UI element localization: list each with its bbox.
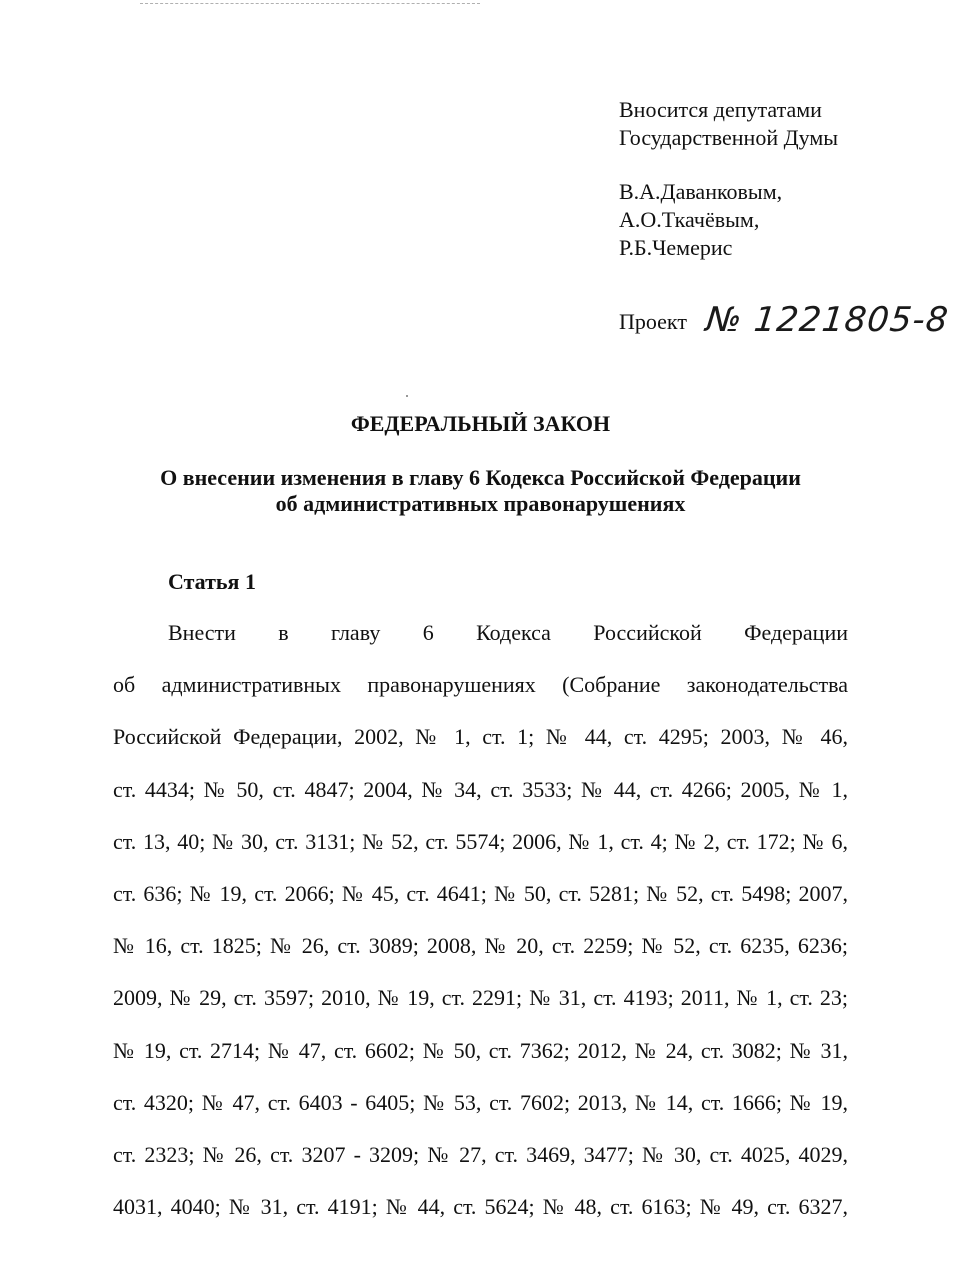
deputy-name: Р.Б.Чемерис — [619, 235, 733, 260]
law-subtitle-line-2: об административных правонарушениях — [275, 491, 686, 516]
stray-dot — [406, 395, 408, 397]
law-subtitle — [0, 465, 955, 517]
body-line: ст. 4320; № 47, ст. 6403 - 6405; № 53, ст. 7602; 2013, № 14, ст. 1666; № 19, — [113, 1089, 848, 1115]
deputy-name: В.А.Даванковым, — [619, 179, 783, 204]
body-line: № 16, ст. 1825; № 26, ст. 3089; 2008, № 20, ст. 2259; № 52, ст. 6235, 6236; — [113, 933, 848, 959]
top-edge-rule — [140, 3, 480, 4]
law-subtitle-line-1: О внесении изменения в главу 6 Кодекса Российской Федерации — [160, 465, 801, 490]
article-heading: Статья 1 — [168, 569, 256, 594]
article-body — [113, 617, 848, 1243]
body-line: ст. 13, 40; № 30, ст. 3131; № 52, ст. 5574; 2006, № 1, ст. 4; № 2, ст. 172; № 6, — [113, 828, 848, 854]
body-line: Российской Федерации, 2002, № 1, ст. 1; № 44, ст. 4295; 2003, № 46, — [113, 724, 848, 750]
body-line: об административных правонарушениях (Собрание законодательства — [113, 672, 848, 698]
body-line: ст. 636; № 19, ст. 2066; № 45, ст. 4641; № 50, ст. 5281; № 52, ст. 5498; 2007, — [113, 880, 848, 906]
law-title: ФЕДЕРАЛЬНЫЙ ЗАКОН — [350, 411, 611, 436]
spacer — [619, 152, 838, 178]
body-line: ст. 2323; № 26, ст. 3207 - 3209; № 27, ст. 3469, 3477; № 30, ст. 4025, 4029, — [113, 1141, 848, 1167]
body-line: Внести в главу 6 Кодекса Российской Федерации — [168, 620, 848, 645]
submitter-block — [619, 96, 838, 262]
submitter-line-2: Государственной Думы — [619, 125, 839, 150]
body-line: ст. 4434; № 50, ст. 4847; 2004, № 34, ст. 3533; № 44, ст. 4266; 2005, № 1, — [113, 776, 848, 802]
body-line: 2009, № 29, ст. 3597; 2010, № 19, ст. 2291; № 31, ст. 4193; 2011, № 1, ст. 23; — [113, 985, 848, 1011]
body-line: № 19, ст. 2714; № 47, ст. 6602; № 50, ст. 7362; 2012, № 24, ст. 3082; № 31, — [113, 1037, 848, 1063]
submitter-line-1: Вносится депутатами — [619, 97, 822, 122]
body-line: 4031, 4040; № 31, ст. 4191; № 44, ст. 5624; № 48, ст. 6163; № 49, ст. 6327, — [113, 1194, 848, 1220]
deputy-name: А.О.Ткачёвым, — [619, 207, 760, 232]
project-number-handwritten: № 1221805-8 — [703, 300, 951, 340]
project-label: Проект — [619, 309, 687, 334]
